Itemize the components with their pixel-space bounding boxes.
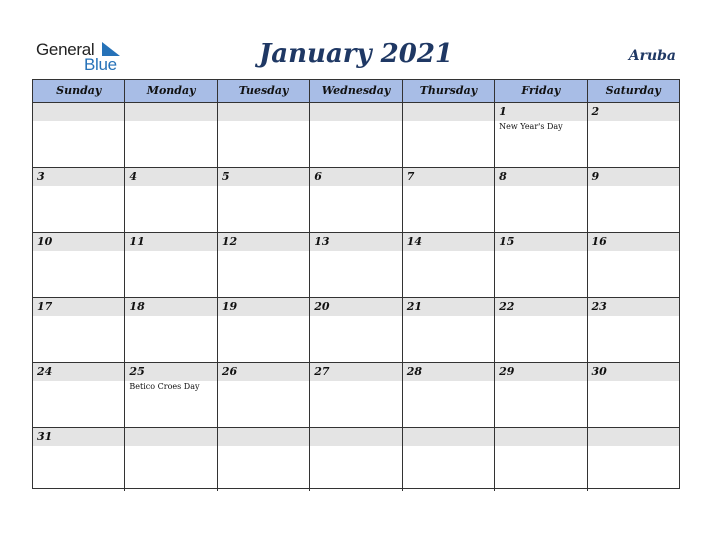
weekday-header: Wednesday xyxy=(310,80,402,102)
day-number-band xyxy=(495,428,586,446)
calendar-weeks xyxy=(33,103,679,491)
day-cell xyxy=(125,428,217,491)
day-cell xyxy=(310,168,402,232)
day-number-band xyxy=(403,103,494,121)
day-number-band xyxy=(33,168,124,186)
day-cell xyxy=(495,103,587,167)
day-cell xyxy=(33,363,125,427)
holiday-label: Betico Croes Day xyxy=(129,382,200,391)
day-number-band xyxy=(495,168,586,186)
day-cell xyxy=(403,363,495,427)
day-cell xyxy=(218,298,310,362)
day-number: 14 xyxy=(406,235,422,248)
day-cell xyxy=(310,103,402,167)
day-cell xyxy=(125,103,217,167)
day-number: 13 xyxy=(314,235,330,248)
day-cell xyxy=(495,233,587,297)
day-number: 18 xyxy=(129,300,145,313)
day-number: 3 xyxy=(37,170,45,183)
day-number-band xyxy=(33,103,124,121)
weekday-header: Friday xyxy=(495,80,587,102)
day-cell xyxy=(218,428,310,491)
day-number: 8 xyxy=(499,170,507,183)
day-cell xyxy=(33,298,125,362)
day-cell xyxy=(310,363,402,427)
day-number-band xyxy=(310,103,401,121)
day-cell xyxy=(588,103,679,167)
day-number-band xyxy=(403,428,494,446)
day-cell xyxy=(125,298,217,362)
day-number-band xyxy=(218,168,309,186)
holiday-label: New Year's Day xyxy=(499,122,563,131)
day-number: 31 xyxy=(37,430,53,443)
day-cell xyxy=(125,168,217,232)
week-row xyxy=(33,233,679,298)
day-number: 15 xyxy=(499,235,515,248)
week-row xyxy=(33,363,679,428)
day-number: 19 xyxy=(221,300,238,313)
day-number-band xyxy=(310,428,401,446)
day-number: 7 xyxy=(406,170,415,183)
calendar-title: January 2021 xyxy=(258,39,454,69)
day-number: 30 xyxy=(591,365,607,378)
day-number: 4 xyxy=(129,170,138,183)
day-number-band xyxy=(218,103,309,121)
day-cell xyxy=(33,233,125,297)
week-row xyxy=(33,428,679,491)
day-cell xyxy=(403,428,495,491)
week-row xyxy=(33,168,679,233)
day-cell xyxy=(33,103,125,167)
day-number: 16 xyxy=(591,235,607,248)
day-cell xyxy=(33,428,125,491)
day-cell xyxy=(403,168,495,232)
day-cell xyxy=(218,233,310,297)
day-number-band xyxy=(125,168,216,186)
day-number-band xyxy=(218,428,309,446)
day-number: 10 xyxy=(37,235,53,248)
day-number: 22 xyxy=(499,300,515,313)
week-row xyxy=(33,103,679,168)
day-cell xyxy=(403,298,495,362)
weekday-header: Saturday xyxy=(605,84,661,97)
day-cell xyxy=(495,168,587,232)
day-cell xyxy=(588,363,679,427)
day-number-band xyxy=(495,103,586,121)
day-cell xyxy=(588,428,679,491)
day-cell xyxy=(588,168,679,232)
day-number-band xyxy=(403,168,494,186)
day-number: 25 xyxy=(129,365,145,378)
day-number: 27 xyxy=(314,365,330,378)
day-number-band xyxy=(125,103,216,121)
day-number: 21 xyxy=(406,300,422,313)
day-number: 12 xyxy=(221,235,238,248)
day-number: 2 xyxy=(591,105,600,118)
day-cell xyxy=(403,103,495,167)
day-number: 23 xyxy=(591,300,607,313)
country-name: Aruba xyxy=(628,48,676,64)
day-number: 6 xyxy=(314,170,322,183)
logo-word-general: General xyxy=(36,40,95,59)
day-number: 20 xyxy=(314,300,330,313)
day-number-band xyxy=(588,168,679,186)
day-number: 26 xyxy=(221,365,238,378)
day-number: 29 xyxy=(499,365,515,378)
day-number: 1 xyxy=(499,105,507,118)
day-cell xyxy=(495,298,587,362)
weekday-header-row xyxy=(33,80,679,103)
day-number: 5 xyxy=(221,170,230,183)
logo-word-blue: Blue xyxy=(84,55,117,74)
day-number: 24 xyxy=(37,365,53,378)
weekday-header: Monday xyxy=(125,80,217,102)
day-cell xyxy=(218,363,310,427)
day-cell xyxy=(218,103,310,167)
calendar-grid xyxy=(32,79,680,489)
day-number: 17 xyxy=(37,300,53,313)
day-cell xyxy=(310,233,402,297)
day-cell xyxy=(218,168,310,232)
weekday-header: Tuesday xyxy=(218,80,310,102)
day-number-band xyxy=(310,168,401,186)
day-cell xyxy=(310,298,402,362)
day-number: 28 xyxy=(406,365,422,378)
day-number-band xyxy=(588,428,679,446)
day-number: 9 xyxy=(591,170,600,183)
day-number: 11 xyxy=(129,235,145,248)
day-cell xyxy=(33,168,125,232)
weekday-header: Thursday xyxy=(403,80,495,102)
day-cell xyxy=(125,233,217,297)
day-number-band xyxy=(588,103,679,121)
day-number-band xyxy=(125,428,216,446)
day-cell xyxy=(495,363,587,427)
day-cell xyxy=(588,298,679,362)
day-cell xyxy=(310,428,402,491)
day-cell xyxy=(495,428,587,491)
day-cell xyxy=(403,233,495,297)
week-row xyxy=(33,298,679,363)
day-cell xyxy=(588,233,679,297)
weekday-header: Sunday xyxy=(33,80,125,102)
day-cell xyxy=(125,363,217,427)
